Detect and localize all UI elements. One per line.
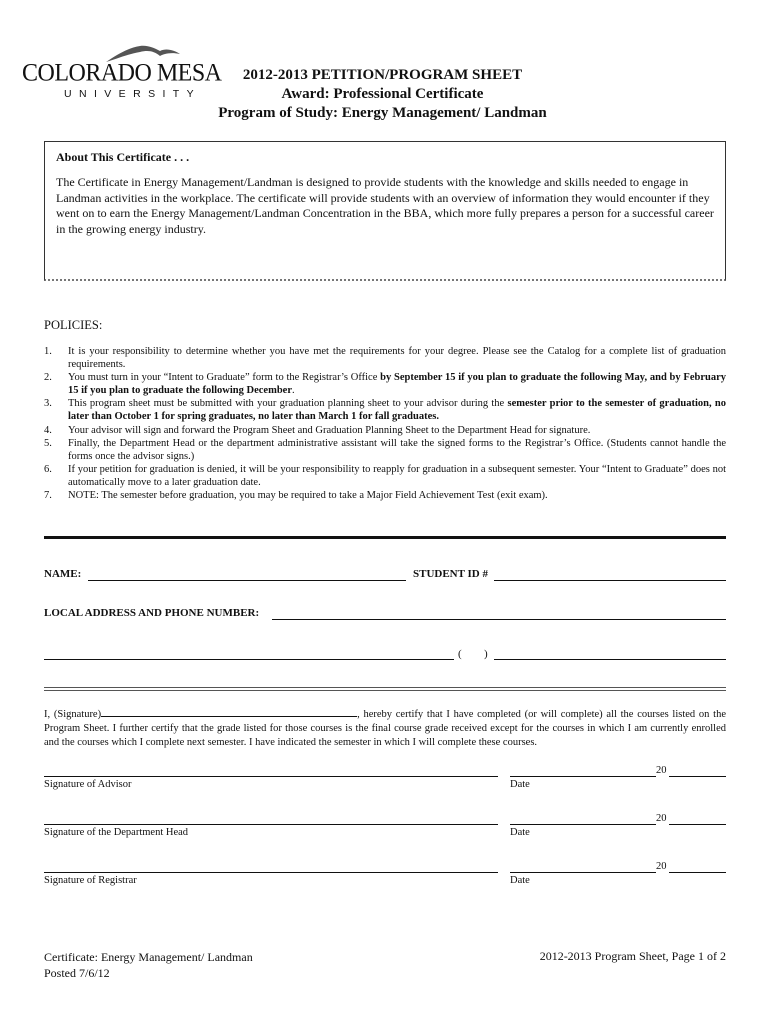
registrar-year-prefix: 20 [656, 861, 667, 872]
advisor-signature-label: Signature of Advisor [44, 779, 132, 790]
student-id-label: STUDENT ID # [413, 568, 488, 580]
registrar-signature-field[interactable] [44, 859, 498, 873]
name-label: NAME: [44, 568, 82, 580]
address-line-2-field[interactable] [44, 646, 454, 660]
advisor-date-field[interactable] [510, 763, 656, 777]
phone-open-paren: ( [458, 648, 462, 660]
policy-item: 2. You must turn in your “Intent to Graduate” form to the Registrar’s Office by September 15 if you plan to graduate the following May, and by February 15 if you plan to graduate the following December. [44, 372, 726, 397]
address-label: LOCAL ADDRESS AND PHONE NUMBER: [44, 607, 260, 619]
header-title: 2012-2013 PETITION/PROGRAM SHEET [242, 67, 523, 83]
registrar-signature-label: Signature of Registrar [44, 875, 137, 886]
policies-heading: POLICIES: [44, 318, 103, 332]
name-field[interactable] [88, 567, 406, 581]
dept-head-year-field[interactable] [669, 811, 726, 825]
phone-close-paren: ) [484, 648, 488, 660]
dept-head-year-prefix: 20 [656, 813, 667, 824]
footer-posted: Posted 7/6/12 [44, 966, 110, 980]
registrar-year-field[interactable] [669, 859, 726, 873]
dept-head-date-field[interactable] [510, 811, 656, 825]
certification-statement: I, (Signature) , hereby certify that I have completed (or will complete) all the courses listed on the Program Sheet. I further certify that the grade listed for those courses is the final course grade received except for the courses in which I am currently enrolled and the courses which I complete next semester. I have indicated the semester in which I will complete these courses. [44, 706, 726, 750]
double-divider-bottom [44, 690, 726, 691]
policy-item: 7. NOTE: The semester before graduation, you may be required to take a Major Field Achievement Test (exit exam). [44, 490, 548, 502]
registrar-date-field[interactable] [510, 859, 656, 873]
policy-item: 1. It is your responsibility to determine whether you have met the requirements for your degree. Please see the Catalog for a complete list of graduation requirements. [44, 346, 726, 371]
section-divider [44, 536, 726, 539]
advisor-year-field[interactable] [669, 763, 726, 777]
policy-item: 3. This program sheet must be submitted with your graduation planning sheet to your advisor during the semester prior to the semester of graduation, no later than October 1 for spring graduates, no later than March 1 for fall graduates. [44, 398, 726, 423]
about-title: About This Certificate . . . [56, 150, 190, 164]
dept-head-signature-label: Signature of the Department Head [44, 827, 189, 838]
logo-name: COLORADO MESA [22, 59, 222, 87]
footer-left [44, 949, 253, 981]
logo-subtitle: UNIVERSITY [64, 88, 202, 100]
phone-field[interactable] [494, 646, 726, 660]
certify-signature-field[interactable] [101, 706, 357, 717]
policy-list [44, 345, 726, 502]
double-divider-top [44, 687, 726, 688]
footer-program: Certificate: Energy Management/ Landman [44, 950, 253, 964]
university-logo [22, 42, 222, 104]
policy-item: 5. Finally, the Department Head or the department administrative assistant will take the signed forms to the Registrar’s Office. (Students cannot handle the forms once the advisor signs.) [44, 437, 726, 462]
header-program: Program of Study: Energy Management/ Landman [218, 105, 547, 121]
advisor-date-label: Date [510, 779, 530, 790]
header-award: Award: Professional Certificate [281, 86, 484, 102]
policy-item: 6. If your petition for graduation is denied, it will be your responsibility to reapply for graduation in a subsequent semester. Your “Intent to Graduate” does not automatically move to a later graduation date. [44, 463, 726, 488]
student-id-field[interactable] [494, 567, 726, 581]
advisor-year-prefix: 20 [656, 765, 667, 776]
dept-head-date-label: Date [510, 827, 530, 838]
about-body: The Certificate in Energy Management/Landman is designed to provide students with the knowledge and skills needed to engage in Landman activities in the workplace. The certificate will provide students with an overview of information they would encounter if they went on to earn the Energy Management/Landman Concentration in the BBA, which more fully prepares a person for a successful career in the growing energy industry. [56, 175, 714, 236]
advisor-signature-field[interactable] [44, 763, 498, 777]
footer-page-info: 2012-2013 Program Sheet, Page 1 of 2 [539, 949, 726, 963]
address-field[interactable] [272, 606, 726, 620]
registrar-date-label: Date [510, 875, 530, 886]
policy-item: 4. Your advisor will sign and forward the Program Sheet and Graduation Planning Sheet to the Department Head for signature. [44, 424, 591, 436]
dept-head-signature-field[interactable] [44, 811, 498, 825]
